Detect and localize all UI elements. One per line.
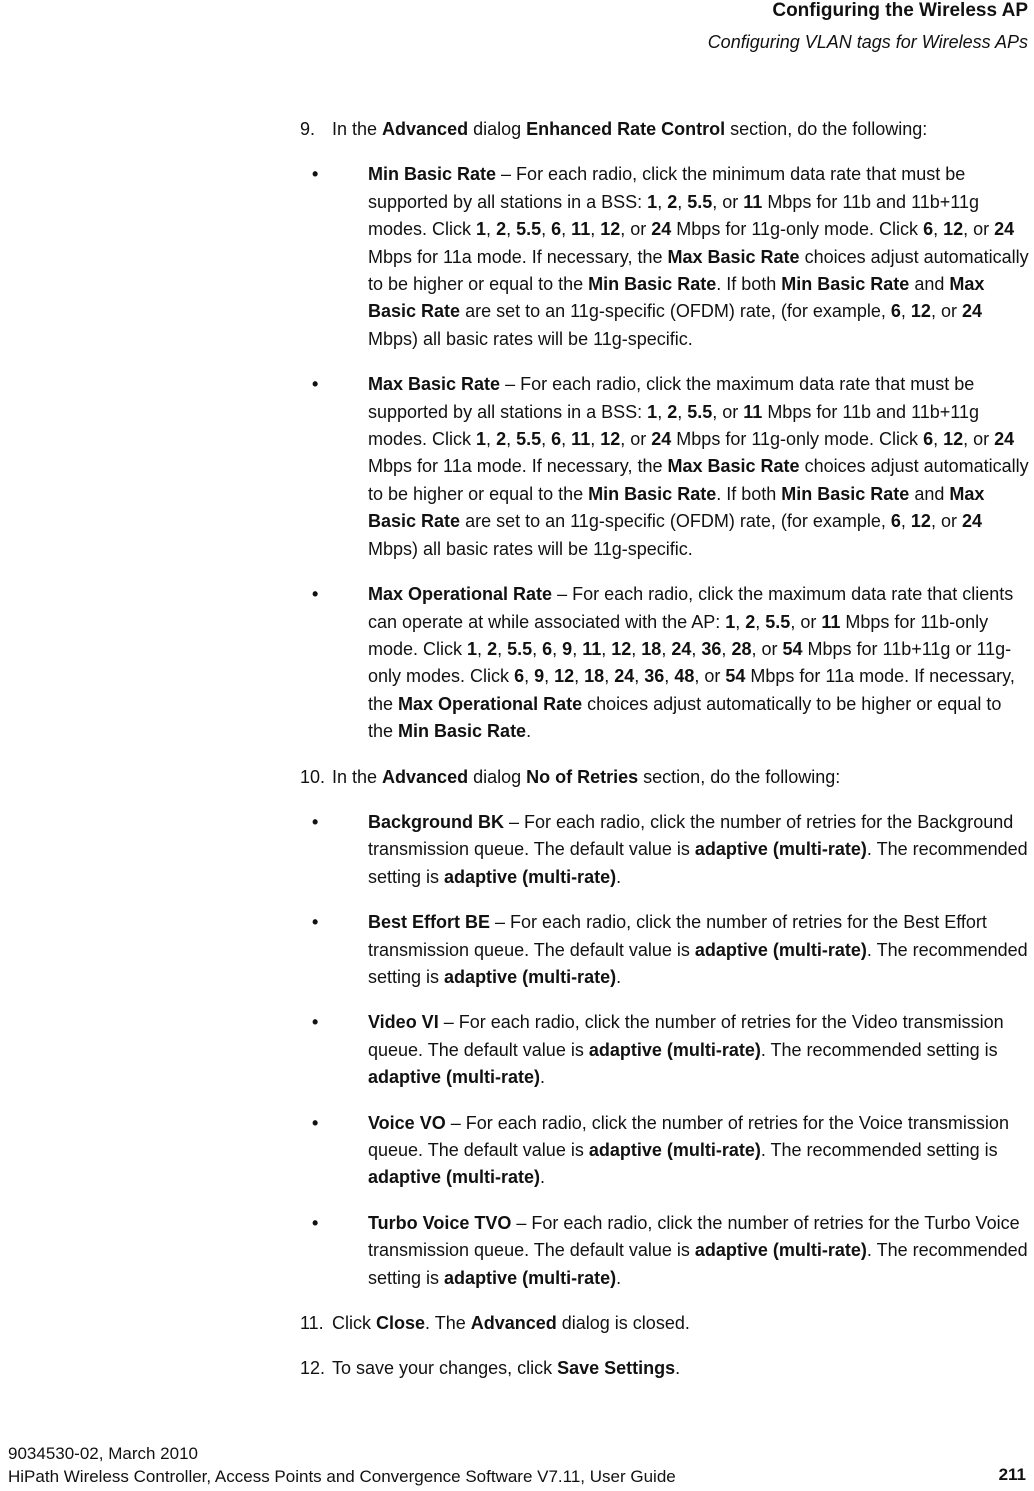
bold-term: 2: [667, 401, 678, 422]
bullet-icon: •: [312, 584, 319, 605]
bold-term: adaptive (multi-rate): [694, 839, 867, 860]
bold-term: Voice VO: [368, 1112, 446, 1133]
footer-doc-id: 9034530-02, March 2010: [8, 1444, 198, 1463]
text-run: ,: [506, 429, 517, 450]
text-run: Click: [332, 1313, 376, 1334]
text-run: , or: [712, 401, 744, 422]
bullet-text: [368, 909, 1030, 991]
bold-term: 18: [584, 666, 605, 687]
text-run: ,: [590, 429, 601, 450]
text-run: and: [909, 274, 950, 295]
bold-term: Enhanced Rate Control: [526, 119, 726, 139]
text-run: In the: [332, 766, 383, 787]
bold-term: 11: [743, 401, 763, 422]
bullet-text: [368, 161, 1030, 353]
bold-term: 11: [582, 638, 602, 659]
text-run: ,: [497, 638, 508, 659]
bullet-icon: •: [312, 811, 319, 832]
text-run: ,: [657, 401, 668, 422]
bold-term: Close: [376, 1313, 426, 1334]
bold-term: Min Basic Rate: [781, 483, 910, 504]
text-run: , or: [963, 429, 995, 450]
text-run: , or: [930, 511, 962, 532]
text-run: ,: [900, 301, 911, 322]
bullet-item: [300, 161, 1030, 353]
bullet-item: [300, 581, 1030, 745]
text-run: ,: [604, 666, 615, 687]
text-run: Mbps for 11a mode. If necessary, the: [368, 666, 1015, 714]
text-run: ,: [677, 401, 688, 422]
bold-term: 11: [571, 429, 591, 450]
bold-term: Min Basic Rate: [588, 483, 717, 504]
text-run: . If both: [716, 483, 782, 504]
text-run: ,: [755, 611, 766, 632]
text-run: choices adjust automatically to be higher or equal to the: [368, 693, 1002, 742]
bullet-text: [368, 1009, 1030, 1091]
bold-term: Max Basic Rate: [667, 456, 800, 477]
bullet-item: [300, 1210, 1030, 1292]
bold-term: Max Basic Rate: [667, 246, 800, 267]
page-number: 211: [998, 1465, 1026, 1484]
text-run: Mbps for 11b-only mode. Click: [368, 611, 989, 659]
bullet-item: [300, 909, 1030, 991]
bold-term: 5.5: [516, 429, 542, 450]
bold-term: 9: [562, 638, 573, 659]
text-run: , or: [620, 219, 652, 240]
bold-term: 12: [910, 301, 931, 322]
bold-term: 36: [644, 666, 665, 687]
bold-term: Save Settings: [557, 1358, 676, 1379]
text-run: section, do the following:: [725, 119, 928, 139]
text-run: ,: [735, 611, 746, 632]
bold-term: adaptive (multi-rate): [588, 1039, 761, 1060]
bold-term: 9: [534, 666, 545, 687]
bold-term: adaptive (multi-rate): [444, 866, 617, 887]
text-run: choices adjust automatically to be higher or equal to the: [368, 246, 1029, 295]
bold-term: 12: [943, 219, 964, 240]
bold-term: 1: [476, 429, 487, 450]
text-run: ,: [691, 638, 702, 659]
text-run: .: [616, 866, 622, 887]
text-run: Mbps for 11b+11g or 11g-only modes. Click: [368, 638, 1012, 687]
bold-term: 2: [745, 611, 756, 632]
text-run: .: [540, 1167, 546, 1188]
bold-term: Advanced: [382, 766, 469, 787]
text-run: section, do the following:: [638, 766, 841, 787]
text-run: ,: [634, 666, 645, 687]
procedure-step: [300, 1310, 1030, 1337]
procedure-step: [300, 764, 1030, 791]
text-run: .: [616, 966, 622, 987]
text-run: – For each radio, click the number of retries for the Background transmission queue. The default value is: [368, 811, 1014, 860]
bullet-icon: •: [312, 1112, 319, 1133]
text-run: .: [526, 721, 532, 742]
bold-term: 6: [514, 666, 525, 687]
bold-term: 11: [821, 611, 841, 632]
bold-term: adaptive (multi-rate): [694, 1240, 867, 1261]
text-run: Mbps for 11b and 11b+11g modes. Click: [368, 401, 979, 450]
bold-term: 1: [725, 611, 736, 632]
bold-term: Max Basic Rate: [368, 483, 985, 532]
text-run: ,: [477, 638, 488, 659]
bullet-text: [368, 581, 1030, 745]
text-run: – For each radio, click the number of retries for the Video transmission queue. The default value is: [368, 1012, 1004, 1060]
page-header-title: Configuring the Wireless AP: [772, 0, 1028, 21]
bold-term: 5.5: [765, 611, 791, 632]
bold-term: 6: [923, 429, 934, 450]
bold-term: 2: [667, 191, 678, 212]
step-number: 12.: [300, 1358, 326, 1379]
page-footer: [8, 1442, 676, 1488]
bold-term: 6: [890, 301, 901, 322]
text-run: ,: [506, 219, 517, 240]
bold-term: adaptive (multi-rate): [694, 939, 867, 960]
bold-term: Max Basic Rate: [368, 274, 985, 322]
bold-term: No of Retries: [526, 766, 639, 787]
bold-term: 12: [910, 511, 931, 532]
bullet-item: [300, 1009, 1030, 1091]
text-run: Mbps for 11g-only mode. Click: [671, 219, 924, 240]
text-run: ,: [900, 511, 911, 532]
text-run: , or: [694, 666, 726, 687]
bullet-icon: •: [312, 1212, 319, 1233]
text-run: ,: [541, 429, 552, 450]
bullet-item: [300, 809, 1030, 891]
text-run: To save your changes, click: [332, 1358, 558, 1379]
text-run: and: [909, 483, 950, 504]
bold-term: 5.5: [687, 191, 713, 212]
bold-term: Best Effort BE: [368, 912, 491, 933]
bold-term: 1: [647, 191, 658, 212]
text-run: – For each radio, click the maximum data rate that clients can operate at while associated with the AP:: [368, 584, 1014, 632]
procedure-step: [300, 116, 1030, 143]
bold-term: 6: [890, 511, 901, 532]
bold-term: Min Basic Rate: [368, 164, 497, 185]
text-run: ,: [544, 666, 555, 687]
bold-term: 5.5: [516, 219, 542, 240]
step-text: [332, 1313, 690, 1333]
bold-term: 2: [496, 219, 507, 240]
bold-term: 18: [641, 638, 662, 659]
bold-term: Video VI: [368, 1012, 439, 1033]
bold-term: Advanced: [382, 119, 469, 139]
text-run: ,: [933, 429, 944, 450]
bold-term: 12: [600, 429, 621, 450]
text-run: ,: [561, 219, 572, 240]
bold-term: Max Operational Rate: [368, 584, 553, 605]
text-run: Mbps) all basic rates will be 11g-specific.: [368, 538, 693, 559]
bold-term: adaptive (multi-rate): [588, 1140, 761, 1160]
text-run: , or: [751, 638, 783, 659]
bold-term: Min Basic Rate: [781, 274, 910, 295]
text-run: , or: [790, 611, 822, 632]
text-run: , or: [963, 219, 995, 240]
text-run: ,: [486, 429, 497, 450]
bold-term: 48: [674, 666, 695, 687]
text-run: ,: [664, 666, 675, 687]
text-run: – For each radio, click the number of retries for the Turbo Voice transmission queue. The default value is: [368, 1212, 1020, 1261]
bullet-text: [368, 1110, 1030, 1192]
text-run: are set to an 11g-specific (OFDM) rate, (for example,: [460, 301, 891, 322]
bold-term: 11: [743, 191, 763, 212]
text-run: .: [616, 1267, 622, 1288]
text-run: . The recommended setting is: [368, 939, 1028, 987]
footer-product: HiPath Wireless Controller, Access Points and Convergence Software V7.11, User Guide: [8, 1467, 676, 1486]
bullet-icon: •: [312, 912, 319, 933]
bold-term: 24: [651, 429, 672, 450]
text-run: dialog is closed.: [556, 1313, 690, 1334]
bold-term: 24: [651, 219, 672, 240]
bold-term: 6: [923, 219, 934, 240]
text-run: , or: [712, 191, 744, 212]
bullet-icon: •: [312, 164, 319, 185]
bold-term: 12: [943, 429, 964, 450]
text-run: ,: [524, 666, 535, 687]
step-number: 11.: [300, 1313, 324, 1334]
text-run: Mbps for 11a mode. If necessary, the: [368, 456, 668, 477]
bold-term: 5.5: [687, 401, 713, 422]
step-text: [332, 119, 927, 139]
bullet-icon: •: [312, 374, 319, 395]
text-run: ,: [631, 638, 642, 659]
text-run: ,: [486, 219, 497, 240]
bold-term: 5.5: [507, 638, 533, 659]
text-run: Mbps) all basic rates will be 11g-specific.: [368, 328, 693, 349]
text-run: dialog: [468, 119, 527, 139]
text-run: .: [540, 1067, 546, 1088]
text-run: choices adjust automatically to be higher or equal to the: [368, 456, 1029, 504]
bullet-icon: •: [312, 1012, 319, 1033]
text-run: ,: [572, 638, 583, 659]
text-run: ,: [561, 429, 572, 450]
text-run: ,: [661, 638, 672, 659]
bold-term: Turbo Voice TVO: [368, 1212, 512, 1233]
bold-term: 12: [554, 666, 575, 687]
text-run: ,: [541, 219, 552, 240]
text-run: ,: [574, 666, 585, 687]
text-run: Mbps for 11b and 11b+11g modes. Click: [368, 191, 979, 240]
bold-term: 24: [614, 666, 635, 687]
bold-term: Min Basic Rate: [588, 274, 717, 295]
text-run: – For each radio, click the number of retries for the Voice transmission queue. The default value is: [368, 1112, 1009, 1160]
text-run: , or: [930, 301, 962, 322]
text-run: . The recommended setting is: [760, 1140, 998, 1160]
text-run: In the: [332, 119, 383, 139]
text-run: ,: [657, 191, 668, 212]
bullet-text: [368, 809, 1030, 891]
text-run: Mbps for 11g-only mode. Click: [671, 429, 924, 450]
text-run: ,: [552, 638, 563, 659]
bold-term: 24: [671, 638, 692, 659]
bullet-item: [300, 371, 1030, 563]
bold-term: 11: [571, 219, 591, 240]
step-number: 10.: [300, 766, 326, 787]
bold-term: 12: [600, 219, 621, 240]
text-run: . If both: [716, 274, 782, 295]
bold-term: 54: [725, 666, 746, 687]
bold-term: 1: [647, 401, 658, 422]
text-run: .: [675, 1358, 681, 1379]
text-run: ,: [677, 191, 688, 212]
bold-term: 6: [551, 219, 562, 240]
bold-term: adaptive (multi-rate): [444, 1267, 617, 1288]
bold-term: Background BK: [368, 811, 505, 832]
bold-term: Max Operational Rate: [398, 693, 583, 714]
text-run: ,: [601, 638, 612, 659]
text-run: – For each radio, click the minimum data rate that must be supported by all stations in a BSS:: [368, 164, 966, 212]
page-header-subtitle: Configuring VLAN tags for Wireless APs: [707, 32, 1028, 52]
step-text: [332, 1358, 680, 1378]
text-run: Mbps for 11a mode. If necessary, the: [368, 246, 668, 267]
text-run: . The recommended setting is: [760, 1039, 998, 1060]
bold-term: 1: [467, 638, 478, 659]
procedure-step: [300, 1355, 1030, 1382]
text-run: . The recommended setting is: [368, 1240, 1028, 1288]
bold-term: 36: [701, 638, 722, 659]
procedure-body: [300, 116, 1030, 1401]
bold-term: Advanced: [470, 1313, 557, 1334]
text-run: . The recommended setting is: [368, 839, 1028, 887]
step-text: [332, 767, 840, 787]
bold-term: adaptive (multi-rate): [368, 1067, 541, 1088]
bold-term: 24: [961, 301, 982, 322]
text-run: – For each radio, click the maximum data rate that must be supported by all stations in a BSS:: [368, 374, 975, 422]
bullet-item: [300, 1110, 1030, 1192]
bold-term: 54: [782, 638, 803, 659]
text-run: . The: [425, 1313, 471, 1334]
bold-term: 1: [476, 219, 487, 240]
bold-term: 28: [731, 638, 752, 659]
bold-term: 24: [961, 511, 982, 532]
step-number: 9.: [300, 119, 316, 139]
text-run: dialog: [468, 766, 527, 787]
text-run: ,: [532, 638, 543, 659]
bold-term: 6: [542, 638, 553, 659]
bold-term: 24: [994, 219, 1015, 240]
bold-term: adaptive (multi-rate): [444, 966, 617, 987]
bold-term: Min Basic Rate: [398, 721, 527, 742]
bold-term: Max Basic Rate: [368, 374, 501, 395]
bold-term: 6: [551, 429, 562, 450]
bold-term: adaptive (multi-rate): [368, 1167, 541, 1188]
bold-term: 2: [496, 429, 507, 450]
text-run: ,: [933, 219, 944, 240]
bullet-text: [368, 371, 1030, 563]
text-run: are set to an 11g-specific (OFDM) rate, (for example,: [460, 511, 891, 532]
text-run: ,: [590, 219, 601, 240]
bold-term: 12: [611, 638, 632, 659]
text-run: , or: [620, 429, 652, 450]
text-run: – For each radio, click the number of retries for the Best Effort transmission queue. The default value is: [368, 912, 987, 960]
bullet-text: [368, 1210, 1030, 1292]
bold-term: 2: [487, 638, 498, 659]
text-run: ,: [721, 638, 732, 659]
bold-term: 24: [994, 429, 1015, 450]
